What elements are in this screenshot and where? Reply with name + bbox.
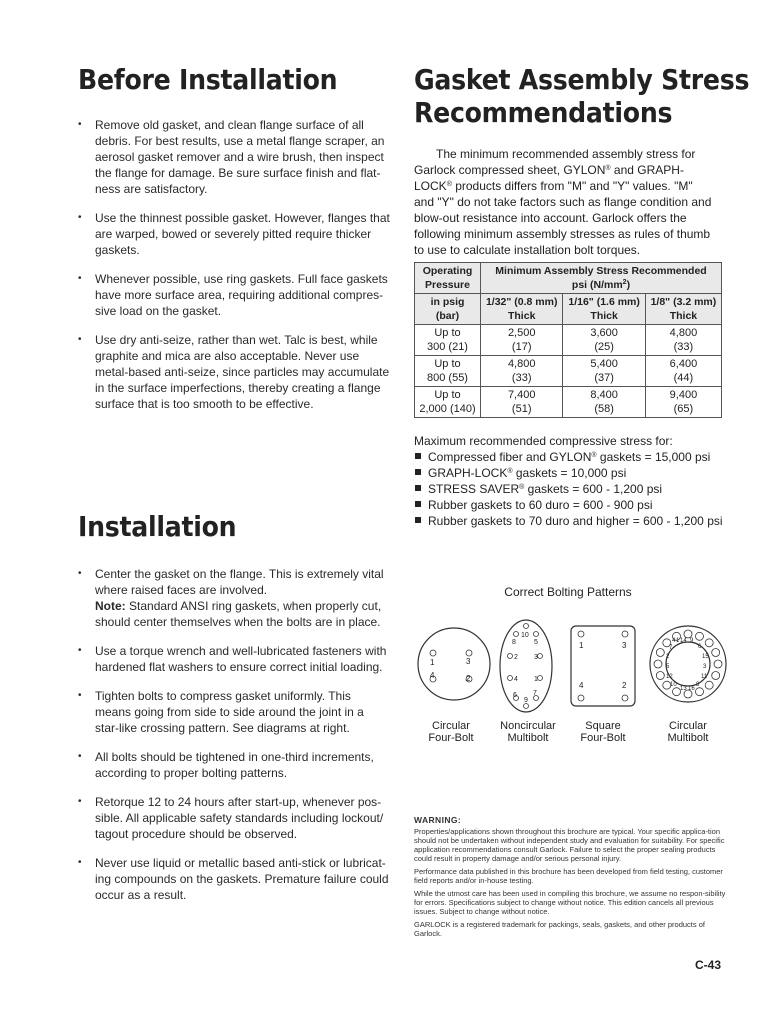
list-item: • Never use liquid or metallic based anti-stick or lubricat-ing compounds on the gaskets. Premature failure could occur as a result.	[78, 855, 390, 903]
square-four-bolt-caption: Square Four-Bolt	[580, 720, 626, 744]
list-item: Rubber gaskets to 60 duro = 600 - 900 psi	[414, 497, 734, 513]
before-installation-list	[78, 117, 390, 425]
assembly-stress-table	[414, 262, 722, 418]
bolt-hole	[696, 688, 704, 696]
bolt-number: 15	[702, 654, 709, 660]
max-stress-list	[414, 449, 734, 529]
bolt-number: 3	[622, 641, 627, 650]
warning-title: WARNING:	[414, 815, 462, 825]
table-header: 1/8" (3.2 mm) Thick	[645, 294, 721, 325]
noncircular-multibolt-diagram	[498, 618, 558, 714]
table-cell: Up to 2,000 (140)	[415, 387, 481, 418]
table-cell: 3,600 (25)	[563, 325, 645, 356]
table-cell: 4,800 (33)	[645, 325, 721, 356]
bolt-number: 4	[672, 638, 676, 644]
table-header: 1/32" (0.8 mm) Thick	[481, 294, 563, 325]
bolt-hole	[714, 660, 722, 668]
list-item: • Remove old gasket, and clean flange surface of all debris. For best results, use a metal flange scraper, an aerosol gasket remover and a wire brush, then inspect the flange for damage. Be sure surface finish and flat-ness are satisfactory.	[78, 117, 390, 197]
list-item: GRAPH-LOCK® gaskets = 10,000 psi	[414, 465, 734, 481]
bolt-hole	[656, 649, 664, 657]
noncircular-multibolt-caption: Noncircular Multibolt	[500, 720, 556, 744]
bolt-number: 16	[688, 686, 695, 692]
list-item: • Retorque 12 to 24 hours after start-up, whenever pos-sible. All applicable safety standards including lockout/ tagout procedure should be observed.	[78, 794, 390, 842]
bolt-number: 1	[430, 658, 435, 667]
bolt-number: 3	[466, 657, 471, 666]
page-number: C-43	[695, 958, 722, 972]
bolt-number: 6	[513, 692, 517, 699]
bolt-number: 2	[622, 681, 627, 690]
list-item: • Tighten bolts to compress gasket uniformly. This means going from side to side around the joint in a star-like crossing pattern. See diagrams at right.	[78, 688, 390, 736]
bolt-hole	[696, 632, 704, 640]
bolt-number: 5	[666, 664, 670, 670]
warning-block	[414, 816, 726, 942]
bolt-hole	[712, 649, 720, 657]
bolt-number: 12	[666, 674, 673, 680]
bolt-number: 10	[521, 632, 529, 639]
bolt-number: 2	[666, 654, 670, 660]
bolting-patterns-title: Correct Bolting Patterns	[504, 585, 632, 599]
table-row	[415, 356, 722, 387]
warning-paragraph: Performance data published in this brochure has been developed from field testing, customer field reports and/or in-house testing.	[414, 867, 723, 885]
warning-paragraph: Properties/applications shown throughout this brochure are typical. Your specific applica-tion should not be undertaken without independent study and evaluation for suitability. For specific application recommendations consult Garlock. Failure to select the proper sealing products could result in property damage and/or serious personal injury.	[414, 827, 725, 863]
max-stress-heading: Maximum recommended compressive stress for:	[414, 434, 673, 448]
bolt-hole	[712, 672, 720, 680]
bolt-number: 2	[466, 674, 471, 683]
warning-paragraph: GARLOCK is a registered trademark for packings, seals, gaskets, and other products of Garlock.	[414, 920, 705, 938]
circular-multibolt-diagram	[646, 618, 730, 714]
bolt-hole	[684, 630, 692, 638]
bolt-number: 4	[430, 671, 435, 680]
bolt-hole	[705, 639, 713, 647]
bolt-number: 9	[524, 697, 528, 704]
circular-multibolt-caption: Circular Multibolt	[667, 720, 709, 744]
bolt-number: 3	[703, 664, 707, 670]
bolt-number: 7	[533, 690, 537, 697]
list-item: • Center the gasket on the flange. This is extremely vital where raised faces are involved. Note: Standard ANSI ring gaskets, when properly cut, should center themselves when the bolts are in place.	[78, 566, 390, 630]
stress-intro: The minimum recommended assembly stress for Garlock compressed sheet, GYLON® and GRAPH-LOCK® products differs from "M" and "Y" values. "M" and "Y" do not take factors such as flange condition and blow-out resistance into account. Garlock offers the following minimum assembly stresses as rules of thumb to use to calculate installation bolt torques.	[414, 147, 712, 257]
bolt-number: 14	[680, 638, 687, 644]
bolt-number: 8	[512, 639, 516, 646]
bolt-hole	[705, 681, 713, 689]
bolt-number: 4	[514, 676, 518, 683]
bolt-number: 3	[534, 654, 538, 661]
table-header: Operating Pressure	[415, 263, 481, 294]
table-row	[415, 387, 722, 418]
bolt-number: 1	[676, 638, 680, 644]
bolt-number: 7	[669, 645, 673, 651]
bolt-number: 8	[696, 682, 700, 688]
installation-heading: Installation	[78, 510, 237, 543]
table-cell: 2,500 (17)	[481, 325, 563, 356]
table-header: Minimum Assembly Stress Recommended psi $(N/mm^2)$	[481, 263, 722, 294]
table-cell: 9,400 (65)	[645, 387, 721, 418]
table-header: 1/16" (1.6 mm) Thick	[563, 294, 645, 325]
list-item: Compressed fiber and GYLON® gaskets = 15,000 psi	[414, 449, 734, 465]
circular-four-bolt-diagram	[414, 618, 494, 714]
list-item: • Whenever possible, use ring gaskets. Full face gaskets have more surface area, requiring additional compres-sive load on the gasket.	[78, 271, 390, 319]
bolt-number: 4	[579, 681, 584, 690]
bolt-number: 9	[690, 638, 694, 644]
list-item: • Use a torque wrench and well-lubricated fasteners with hardened flat washers to ensure correct initial loading.	[78, 643, 390, 675]
bolt-number: 13	[680, 686, 687, 692]
square-four-bolt-diagram	[567, 618, 639, 714]
bolt-number: 6	[698, 644, 702, 650]
table-cell: Up to 300 (21)	[415, 325, 481, 356]
list-item: • Use dry anti-seize, rather than wet. Talc is best, while graphite and mica are also acceptable. Never use metal-based anti-seize, since particles may accumulate in the surface imperfections, thereby creating a flange surface that is too smooth to be effective.	[78, 332, 390, 412]
stress-heading: Gasket Assembly Stress Recommendations	[414, 63, 750, 129]
bolt-number: 2	[514, 654, 518, 661]
list-item: STRESS SAVER® gaskets = 600 - 1,200 psi	[414, 481, 734, 497]
table-header: in psig (bar)	[415, 294, 481, 325]
table-row	[415, 325, 722, 356]
table-cell: 7,400 (51)	[481, 387, 563, 418]
warning-paragraph: While the utmost care has been used in compiling this brochure, we assume no respon-sibility for errors. Specifications subject to change without notice. This edition cancels all previous issues. Subject to change without notice.	[414, 889, 726, 916]
list-item: • Use the thinnest possible gasket. However, flanges that are warped, bowed or severely pitted require thicker gaskets.	[78, 210, 390, 258]
installation-list	[78, 566, 390, 916]
bolt-number: 11	[701, 674, 708, 680]
table-cell: Up to 800 (55)	[415, 356, 481, 387]
bolt-hole	[656, 672, 664, 680]
table-cell: 8,400 (58)	[563, 387, 645, 418]
max-stress-section	[414, 433, 734, 529]
bolt-hole	[654, 660, 662, 668]
table-cell: 5,400 (37)	[563, 356, 645, 387]
before-installation-heading: Before Installation	[78, 63, 338, 96]
bolt-number: 1	[579, 641, 584, 650]
table-cell: 6,400 (44)	[645, 356, 721, 387]
bolt-number: 10	[670, 682, 677, 688]
list-item: • All bolts should be tightened in one-third increments, according to proper bolting patterns.	[78, 749, 390, 781]
bolt-number: 5	[534, 639, 538, 646]
bolt-number: 1	[534, 676, 538, 683]
list-item: Rubber gaskets to 70 duro and higher = 600 - 1,200 psi	[414, 513, 734, 529]
circular-four-bolt-caption: Circular Four-Bolt	[428, 720, 474, 744]
table-cell: 4,800 (33)	[481, 356, 563, 387]
